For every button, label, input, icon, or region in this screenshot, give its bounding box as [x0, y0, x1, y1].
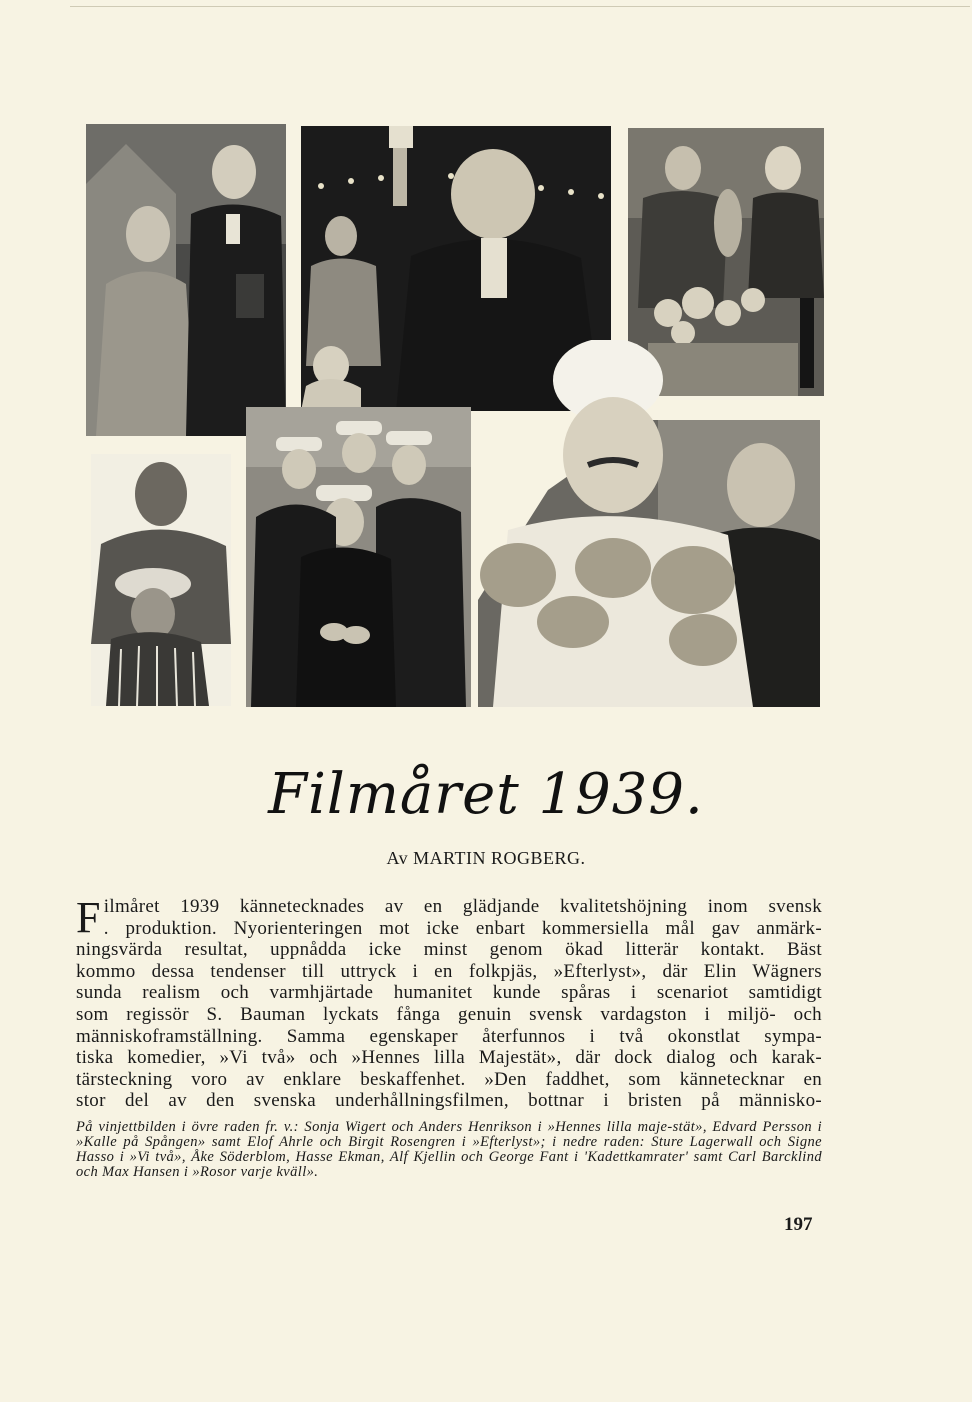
- body-line: kommo dessa tendenser till uttryck i en folkpjäs, »Efterlyst», där Elin Wägners: [76, 960, 822, 982]
- page-edge-line: [70, 6, 970, 7]
- page-number: 197: [784, 1214, 813, 1235]
- body-line: . produktion. Nyorienteringen mot icke enbart kommersiella mål gav anmärk-: [103, 917, 822, 939]
- body-line: som regissör S. Bauman lyckats fånga genuin svensk vardagston i miljö- och: [76, 1003, 822, 1025]
- body-line: människoframställning. Samma egenskaper återfunnos i två okonstlat sympa-: [76, 1025, 822, 1047]
- photo-rosor-varje-kvall: [478, 340, 820, 707]
- photo-image: [478, 340, 820, 707]
- photo-vi-tva: [91, 454, 231, 706]
- body-line: sunda realism och varmhjärtade humanitet kunde spåras i scenariot samtidigt: [76, 982, 822, 1004]
- photo-hennes-lilla-majestat: [86, 124, 286, 436]
- drop-cap: F: [76, 893, 101, 942]
- photo-image: [246, 407, 471, 707]
- photo-image: [86, 124, 286, 436]
- article-body: [76, 893, 822, 1112]
- body-line: tärsteckning voro av enklare beskaffenhet. »Den faddhet, som kännetecknar en: [76, 1068, 822, 1090]
- body-line: stor del av den svenska underhållningsfilmen, bottnar i bristen på människo-: [76, 1090, 822, 1112]
- body-line: ningsvärda resultat, uppnådda icke minst genom ökad litterär kontakt. Bäst: [76, 939, 822, 961]
- body-line: ilmåret 1939 kännetecknades av en glädjande kvalitetshöjning inom svensk: [103, 896, 822, 917]
- photo-kadettkamrater: [246, 407, 471, 707]
- body-line: tiska komedier, »Vi två» och »Hennes lilla Majestät», där dock dialog och karak-: [76, 1047, 822, 1069]
- article-byline: Av MARTIN ROGBERG.: [386, 848, 586, 868]
- photo-caption: På vinjettbilden i övre raden fr. v.: Sonja Wigert och Anders Henrikson i »Hennes lilla maje-stät», Edvard Persson i »Kalle på Spången» samt Elof Ahrle och Birgit Rosengren i »Efterlyst»; i nedre raden: Sture Lagerwall och Signe Hasso i »Vi två», Åke Söderblom, Hasse Ekman, Alf Kjellin och George Fant i 'Kadettkamrater' samt Carl Barcklind och Max Hansen i »Rosor varje kväll».: [76, 1119, 822, 1180]
- photo-image: [91, 454, 231, 706]
- article-title: Filmåret 1939.: [268, 762, 704, 827]
